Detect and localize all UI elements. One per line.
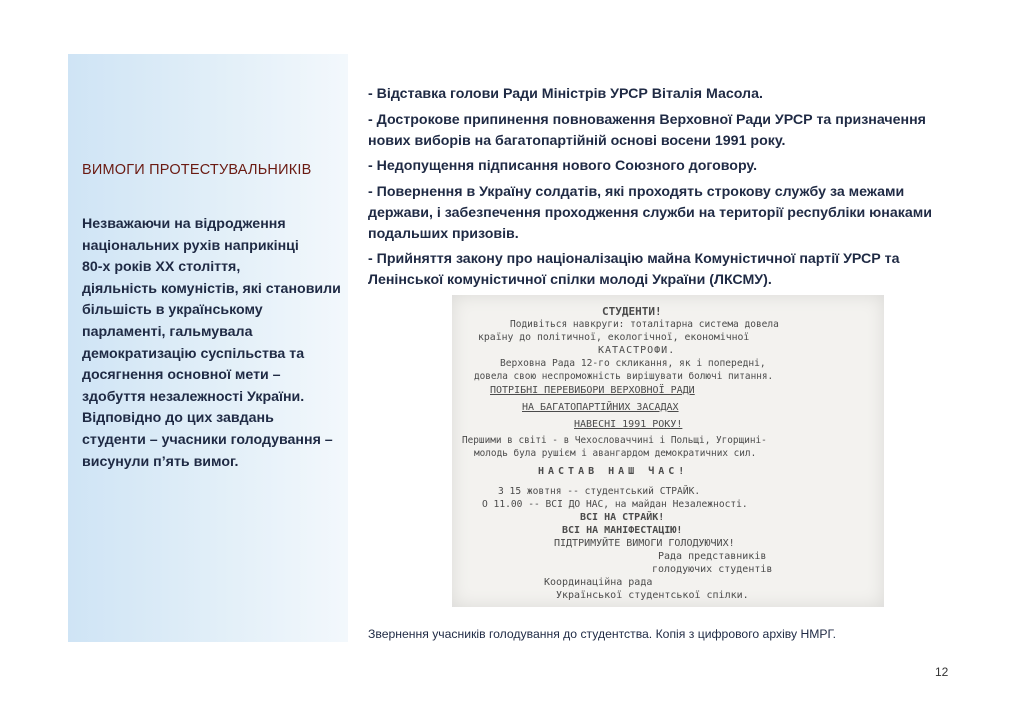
leaflet-line: Рада представників: [658, 551, 767, 562]
sidebar-line: демократизацію суспільства та: [82, 345, 305, 362]
leaflet-line: країну до політичної, екологічної, економічної: [478, 332, 750, 343]
demand-line: Ленінської комуністичної спілки молоді України (ЛКСМУ).: [368, 272, 772, 288]
section-title: ВИМОГИ ПРОТЕСТУВАЛЬНИКІВ: [82, 162, 312, 178]
leaflet-line: Верховна Рада 12-го скликання, як і попередні,: [500, 358, 766, 369]
demand-item: [368, 156, 948, 177]
leaflet-line: НА БАГАТОПАРТІЙНИХ ЗАСАДАХ: [522, 402, 679, 413]
leaflet-line: СТУДЕНТИ!: [602, 305, 662, 318]
demands-list: [368, 84, 948, 296]
demand-line: - Дострокове припинення повноваження Верховної Ради УРСР та призначення: [368, 111, 926, 128]
sidebar-line: національних рухів наприкінці: [82, 237, 299, 254]
sidebar-line: студенти – учасники голодування –: [82, 431, 333, 448]
leaflet-line: довела свою неспроможність вирішувати болючі питання.: [474, 371, 774, 382]
leaflet-line: О 11.00 -- ВСІ ДО НАС, на майдан Незалежності.: [482, 499, 748, 510]
sidebar-line: більшість в українському: [82, 302, 263, 319]
image-caption: Звернення учасників голодування до студентства. Копія з цифрового архіву НМРГ.: [368, 627, 837, 641]
demand-line: - Повернення в Україну солдатів, які проходять строкову службу за межами: [368, 183, 905, 200]
sidebar-line: Відповідно до цих завдань: [82, 410, 274, 427]
demand-item: [368, 249, 948, 291]
demand-line: - Відставка голови Ради Міністрів УРСР Віталія Масола.: [368, 86, 763, 102]
demand-item: [368, 182, 948, 245]
sidebar-line: досягнення основної мети –: [82, 367, 281, 384]
leaflet-line: Першими в світі - в Чехословаччині і Польщі, Угорщині-: [462, 435, 767, 446]
demand-line: - Прийняття закону про націоналізацію майна Комуністичної партії УРСР та: [368, 251, 900, 267]
sidebar-line: висунули п’ять вимог.: [82, 453, 239, 470]
archival-leaflet-image: [452, 295, 884, 607]
sidebar-line: діяльність комуністів, які становили: [82, 280, 341, 297]
leaflet-line: НАСТАВ НАШ ЧАС!: [538, 466, 689, 477]
sidebar-paragraph: [82, 214, 344, 473]
sidebar-line: Незважаючи на відродження: [82, 216, 286, 232]
demand-line: - Недопущення підписання нового Союзного договору.: [368, 158, 758, 174]
demand-line: нових виборів на багатопартійній основі восени 1991 року.: [368, 132, 786, 149]
leaflet-line: ВСІ НА МАНІФЕСТАЦІЮ!: [562, 525, 683, 536]
leaflet-line: ПОТРІБНІ ПЕРЕВИБОРИ ВЕРХОВНОЇ РАДИ: [490, 385, 695, 396]
demand-item: [368, 110, 948, 152]
page-number: 12: [935, 665, 949, 679]
leaflet-line: ПІДТРИМУЙТЕ ВИМОГИ ГОЛОДУЮЧИХ!: [554, 538, 735, 549]
demand-item: [368, 84, 948, 105]
leaflet-line: Української студентської спілки.: [556, 590, 749, 601]
leaflet-line: молодь була рушієм і авангардом демократичних сил.: [474, 448, 757, 459]
sidebar-line: парламенті, гальмувала: [82, 323, 253, 340]
demand-line: подальших призовів.: [368, 225, 519, 242]
leaflet-line: Координаційна рада: [544, 577, 653, 588]
leaflet-line: голодуючих студентів: [652, 564, 773, 575]
leaflet-line: ВСІ НА СТРАЙК!: [580, 512, 665, 523]
demand-line: держави, і забезпечення проходження служби на території республіки юнаками: [368, 204, 932, 221]
sidebar-line: здобуття незалежності України.: [82, 388, 305, 405]
sidebar-line: 80-х років ХХ століття,: [82, 259, 241, 276]
leaflet-line: КАТАСТРОФИ.: [598, 345, 676, 356]
leaflet-line: З 15 жовтня -- студентський СТРАЙК.: [498, 486, 701, 497]
leaflet-line: Подивіться навкруги: тоталітарна система довела: [510, 319, 779, 330]
leaflet-line: НАВЕСНІ 1991 РОКУ!: [574, 419, 683, 430]
